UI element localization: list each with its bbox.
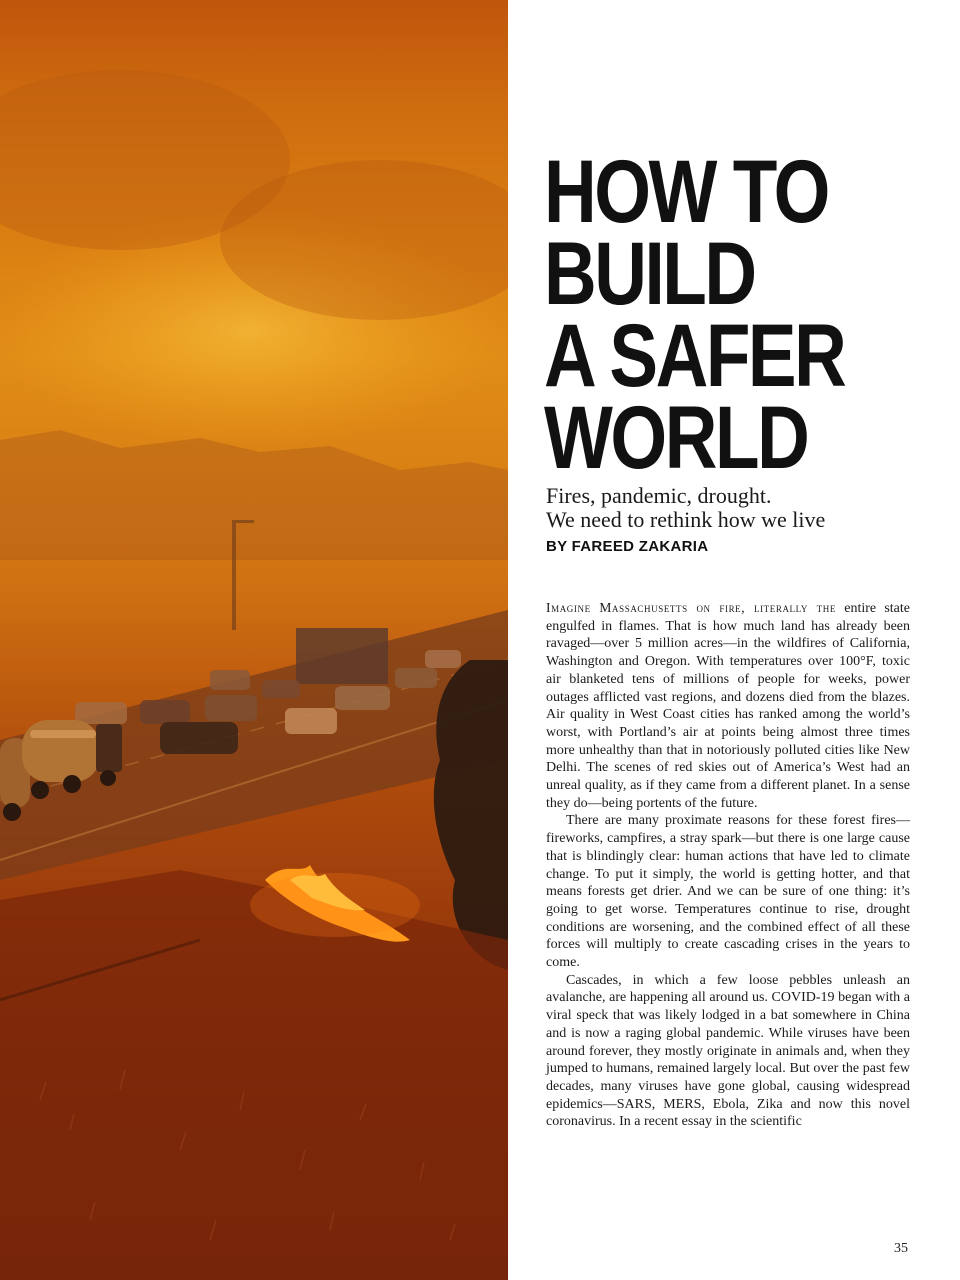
body-paragraph: There are many proximate reasons for these forest fires—fireworks, campfires, a stray spark—but there is one large cause that is blindingly clear: human actions that have led to climate change. To put it simply, the world is getting hotter, and that means forests get drier. And we can be sure of one thing: it’s going to get worse. Temperatures continue to rise, drought conditions are worsening, and the combined effect of all these forces will multiply to create cascading crises in the years to come. [546, 813, 910, 971]
body-paragraph [546, 599, 910, 812]
light-pole [232, 520, 236, 630]
lead-in: Imagine Massachusetts on fire, literally the [546, 600, 836, 615]
article-body [546, 599, 910, 1131]
dek-line: Fires, pandemic, drought. [546, 483, 772, 508]
page-number: 35 [894, 1241, 908, 1256]
body-paragraph: Cascades, in which a few loose pebbles unleash an avalanche, are happening all around us. COVID-19 began with a viral speck that was likely lodged in a bat somewhere in China and is now a raging global pandemic. While viruses have been around forever, they mostly originate in animals and, when they jumped to humans, remained largely local. But over the past few decades, many viruses have gone global, causing widespread epidemics—SARS, MERS, Ebola, Zika and now this novel coronavirus. In a recent essay in the scientific [546, 972, 910, 1130]
headline: HOW TO BUILD A SAFER WORLD [544, 141, 845, 487]
burnt-hillside [0, 870, 508, 1280]
box-truck [296, 628, 388, 684]
paragraph-text: entire state engulfed in flames. That is how much land has already been ravaged—over 5 million acres—in the wildfires of California, Washington and Oregon. With temperatures over 100°F, toxic air blanketed tens of millions of people for weeks, power outages afflicted vast regions, and dozens died from the blazes. Air quality in West Coast cities has ranked among the world’s worst, with Portland’s air at points being almost three times more unhealthy than that in notoriously polluted cities like New Delhi. The scenes of red skies out of America’s West had an unreal quality, as if they came from a different planet. In a sense they do—being portents of the future. [546, 601, 910, 811]
tree-silhouette [434, 660, 508, 970]
dek [546, 484, 926, 532]
light-pole-arm [236, 520, 254, 523]
dek-line: We need to rethink how we live [546, 507, 826, 532]
byline: BY FAREED ZAKARIA [546, 538, 709, 555]
